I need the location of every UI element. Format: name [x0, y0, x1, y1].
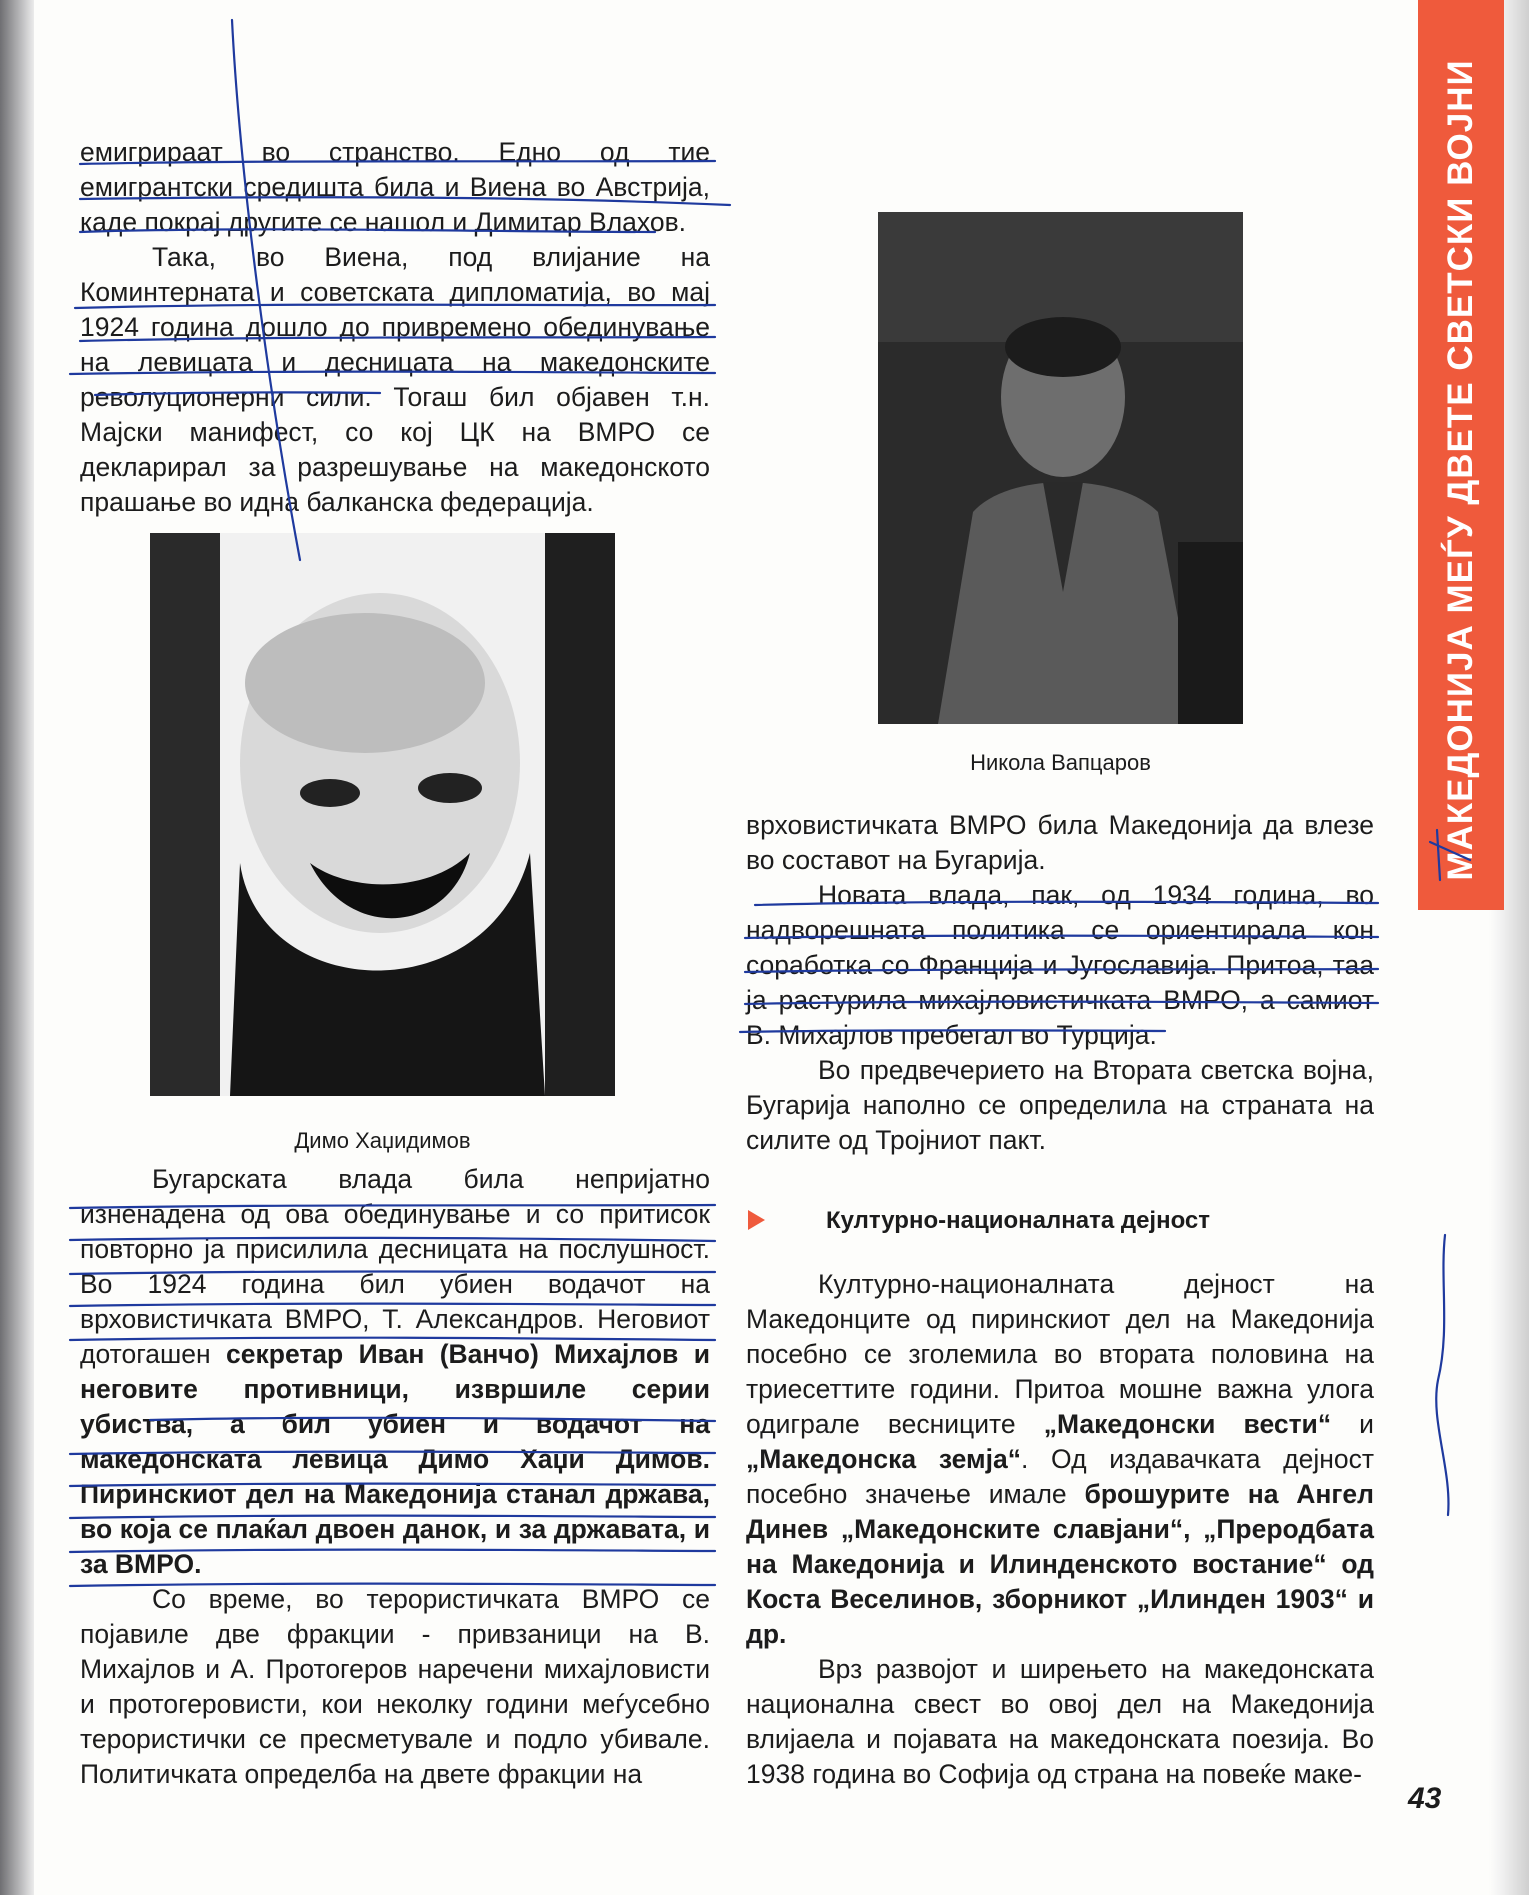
paragraph-poetry: Врз развојот и ширењето на македонската национална свест во овој дел на Македонија влијаела и појавата на македонската поезија. Во 1938 година во Софија од страна на повеќе маке- [746, 1654, 1374, 1789]
cultural-text-a: Културно-националната дејност на Македонците од пиринскиот дел на Македонија посебно се зголемила во втората половина на триесеттите години. Притоа мошне важна улога одиграле весниците [746, 1269, 1374, 1439]
newspaper-name-1: „Македонски вести“ [1043, 1409, 1332, 1439]
newspaper-name-2: „Македонска земја“ [746, 1444, 1021, 1474]
page-number: 43 [1408, 1782, 1442, 1815]
paragraph-new-government: Новата влада, пак, од 1934 година, во надворешната политика се ориентирала кон соработка со Франција и Југославија. Притоа, таа ја растурила михајловистичката ВМРО, а самиот В. Михајлов пребегал во Турција. [746, 880, 1374, 1050]
paragraph-second-world-war: Во предвечерието на Втората светска војна, Бугарија наполно се определила на страната на силите од Тројниот пакт. [746, 1055, 1374, 1155]
paragraph-vienna: Така, во Виена, под влијание на Коминтерната и советската дипломатија, во мај 1924 година дошло до привремено обединување на левицата и десницата на македонските револуционерни сили. Тогаш бил објавен т.н. Мајски манифест, со кој ЦК на ВМРО се декларирал за разрешување на македонското прашање во идна балканска федерација. [80, 242, 710, 517]
right-column-section [746, 1267, 1374, 1792]
chapter-side-title: МАКЕДОНИЈА МЕЃУ ДВЕТЕ СВЕТСКИ ВОЈНИ [1441, 59, 1480, 881]
cultural-text-b: и [1331, 1409, 1374, 1439]
page-binding-edge [0, 0, 34, 1895]
paragraph-cultural-activity [746, 1267, 1374, 1652]
paragraph-two-factions: Со време, во терористичката ВМРО се појавиле две фракции - привзаници на В. Михајлов и А. Протогеров наречени михајловисти и протогеровисти, кои неколку години меѓусебно терористички се пресметувале и подло убивале. Политичката определба на двете фракции на [80, 1584, 710, 1789]
left-column-bottom [80, 1162, 710, 1792]
section-heading: Културно-националната дејност [826, 1207, 1211, 1234]
paragraph-bulgarian-government-bold: секретар Иван (Ванчо) Михајлов и неговите противници, извршиле серии убиства, а бил убиен и водачот на македонската левица Димо Хаџи Димов. Пиринскиот дел на Македонија станал држава, во која се плаќал двоен данок, и за државата, и за ВМРО. [80, 1339, 710, 1579]
right-column-top [746, 808, 1374, 1158]
photo-nikola-vaptsarov [878, 212, 1243, 724]
caption-left-photo: Димо Хаџидимов [294, 1128, 471, 1153]
caption-right-photo: Никола Вапцаров [970, 750, 1151, 775]
paragraph-bulgarian-government [80, 1162, 710, 1582]
paragraph-vmro-goal: врховистичката ВМРО била Македонија да влезе во составот на Бугарија. [746, 810, 1374, 875]
chapter-side-title-wrap [1418, 60, 1504, 880]
brochures-list: брошурите на Ангел Динев „Македонските славјани“, „Преродбата на Македонија и Илинденското востание“ од Коста Веселинов, зборникот „Илинден 1903“ и др. [746, 1479, 1374, 1649]
section-marker-arrow [748, 1210, 765, 1230]
paragraph-bulgarian-government-normal: Бугарската влада била непријатно изненадена од ова обединување и со притисок повторно ја присилила десницата на послушност. Во 1924 година бил убиен водачот на врховистичката ВМРО, Т. Александров. Неговиот дотогашен [80, 1164, 710, 1369]
left-column-top [80, 135, 710, 520]
photo-dimo-hadzhidimov [150, 533, 615, 1096]
paragraph-emigration: емигрираат во странство. Едно од тие емигрантски средишта била и Виена во Австрија, каде покрај другите се нашол и Димитар Влахов. [80, 137, 710, 237]
cultural-text-c: . Од издавачката дејност посебно значење имале [746, 1444, 1374, 1509]
